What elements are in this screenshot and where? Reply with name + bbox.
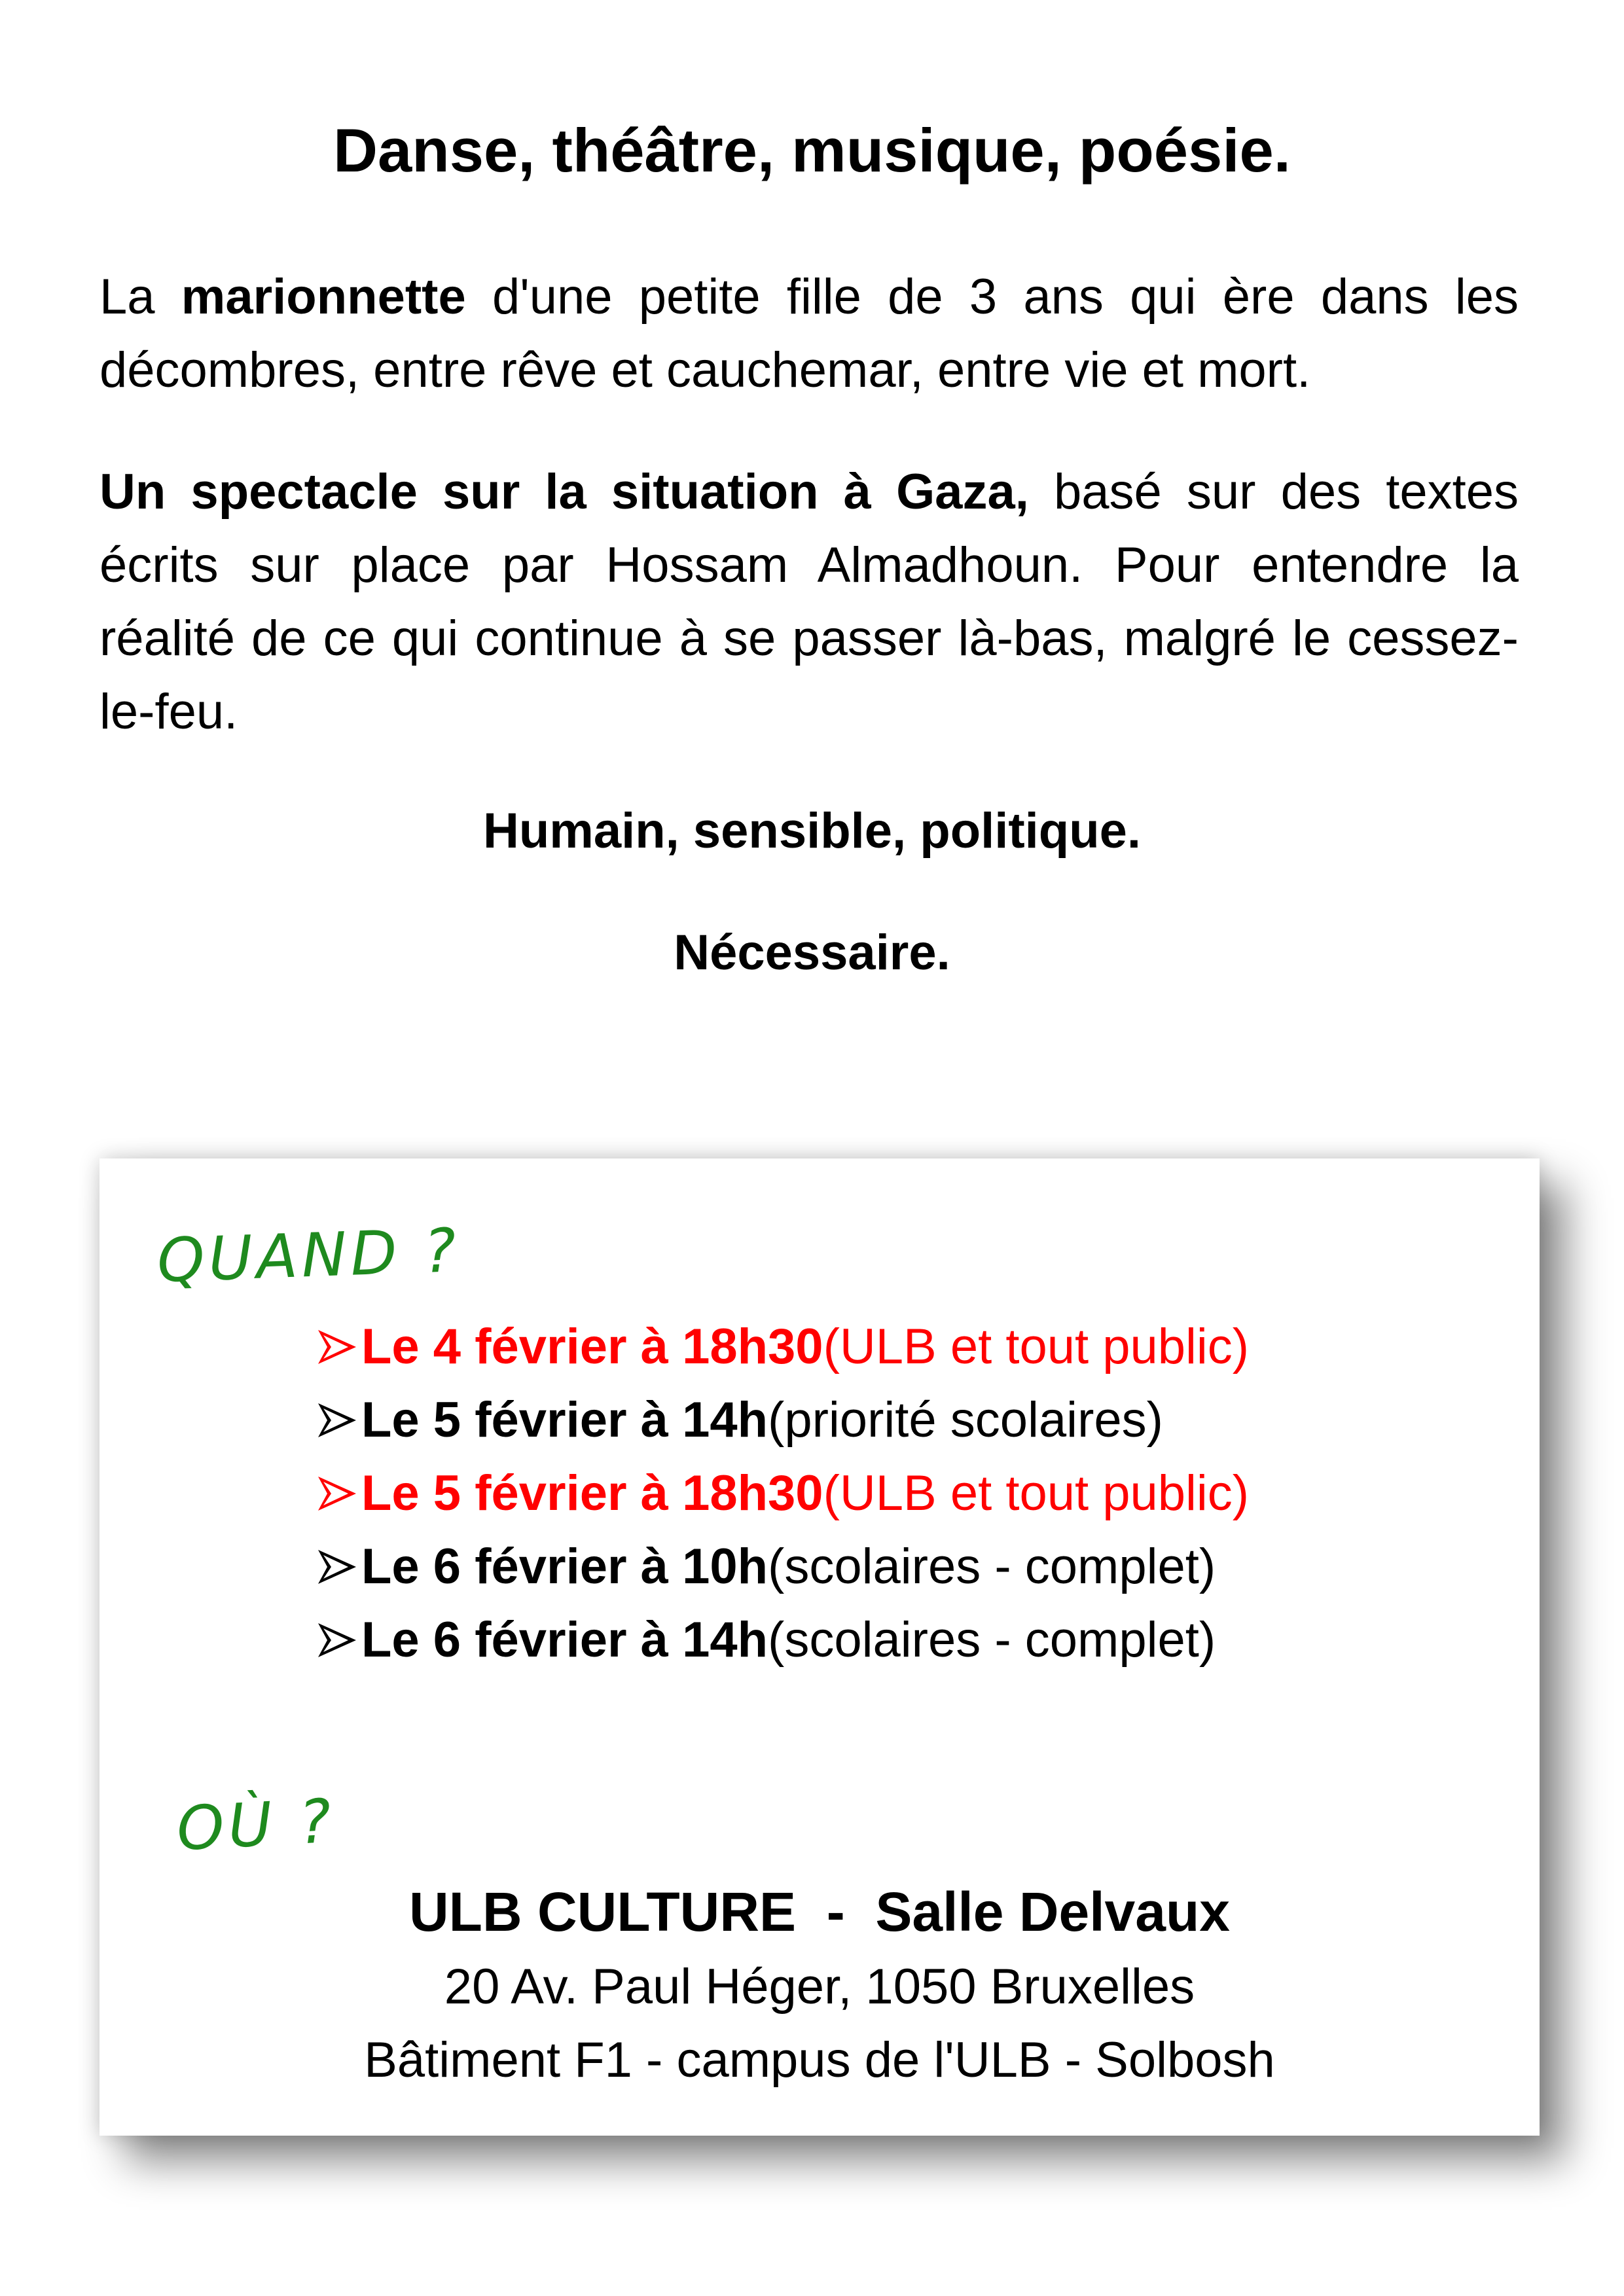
- show-paragraph: [99, 456, 1519, 749]
- where-heading: OÙ ?: [175, 1785, 337, 1865]
- dates-list: [316, 1310, 1249, 1677]
- date-item: [316, 1384, 1249, 1457]
- paragraph-bold-text: Un spectacle sur la situation à Gaza,: [99, 464, 1029, 520]
- tagline-necessary: Nécessaire.: [674, 925, 950, 980]
- page-title: Danse, théâtre, musique, poésie.: [333, 116, 1291, 185]
- date-label: Le 4 février à 18h30: [361, 1319, 823, 1374]
- date-note: (scolaires - complet): [768, 1539, 1216, 1594]
- arrow-bullet-icon: [316, 1474, 359, 1513]
- date-label: Le 6 février à 14h: [361, 1612, 768, 1668]
- description-paragraph: [99, 260, 1519, 407]
- venue-address: 20 Av. Paul Héger, 1050 Bruxelles: [444, 1959, 1195, 2015]
- paragraph-text: d'une petite fille de 3 ans qui ère dans les décombres, entre rêve et cauchemar, entre vie et mort.: [99, 269, 1519, 398]
- tagline: Humain, sensible, politique.: [482, 803, 1142, 859]
- venue-building: Bâtiment F1 - campus de l'ULB - Solbosh: [364, 2032, 1275, 2088]
- venue-name: ULB CULTURE - Salle Delvaux: [408, 1881, 1230, 1943]
- date-note: (scolaires - complet): [768, 1612, 1216, 1668]
- date-label: Le 5 février à 18h30: [361, 1465, 823, 1521]
- arrow-bullet-icon: [316, 1401, 359, 1440]
- arrow-bullet-icon: [316, 1547, 359, 1587]
- date-item: [316, 1604, 1249, 1677]
- date-label: Le 5 février à 14h: [361, 1392, 768, 1448]
- date-note: (ULB et tout public): [823, 1319, 1250, 1374]
- paragraph-text: basé sur des textes écrits sur place par Hossam Almadhoun. Pour entendre la réalité de ce qui continue à se passer là-bas, malgré le cessez-le-feu.: [99, 464, 1519, 740]
- arrow-bullet-icon: [316, 1327, 359, 1367]
- date-item: [316, 1530, 1249, 1604]
- date-note: (priorité scolaires): [768, 1392, 1163, 1448]
- date-item: [316, 1310, 1249, 1384]
- paragraph-bold-text: marionnette: [181, 269, 466, 325]
- date-label: Le 6 février à 10h: [361, 1539, 768, 1594]
- arrow-bullet-icon: [316, 1621, 359, 1660]
- date-item: [316, 1457, 1249, 1530]
- paragraph-text: La: [99, 269, 181, 325]
- when-heading: QUAND ?: [156, 1215, 461, 1297]
- info-card: [99, 1158, 1540, 2136]
- date-note: (ULB et tout public): [823, 1465, 1250, 1521]
